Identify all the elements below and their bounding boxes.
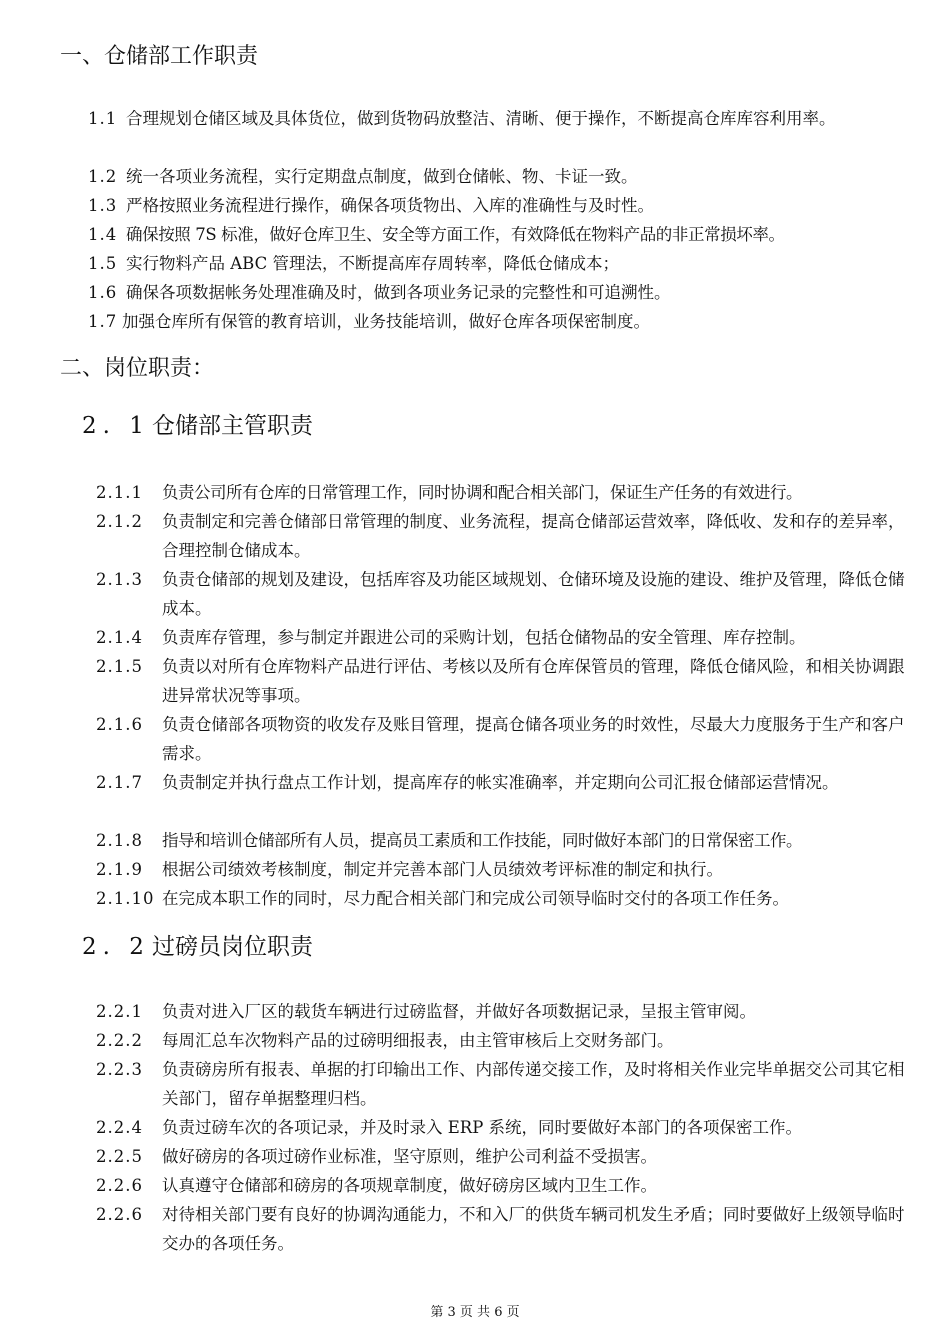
item-text: 确保按照 7S 标准，做好仓库卫生、安全等方面工作，有效降低在物料产品的非正常损坏率。 xyxy=(126,225,785,244)
item-number: 2.2.1 xyxy=(96,1002,143,1021)
item-number: 2.1.1 xyxy=(96,483,143,502)
item-number: 2.1.9 xyxy=(96,860,143,879)
item-number: 2.2.5 xyxy=(96,1147,143,1166)
list-item xyxy=(96,884,908,913)
item-number: 1.3 xyxy=(88,196,118,215)
item-text: 实行物料产品 ABC 管理法，不断提高库存周转率，降低仓储成本； xyxy=(126,254,619,273)
list-item xyxy=(96,1113,908,1142)
list-item xyxy=(88,162,908,191)
item-number: 1.2 xyxy=(88,167,118,186)
subsection-2-1-heading xyxy=(82,411,313,441)
item-text: 负责库存管理，参与制定并跟进公司的采购计划，包括仓储物品的安全管理、库存控制。 xyxy=(162,628,806,647)
item-number: 2.1.10 xyxy=(96,889,155,908)
item-number: 2.1.7 xyxy=(96,773,143,792)
item-text: 负责仓储部各项物资的收发存及账目管理，提高仓储各项业务的时效性，尽最大力度服务于生产和客户需求。 xyxy=(162,715,905,763)
section-1-heading: 一、仓储部工作职责 xyxy=(60,44,259,69)
list-item xyxy=(96,1171,908,1200)
list-item xyxy=(96,768,908,797)
list-item xyxy=(96,478,908,507)
subsection-2-2-heading xyxy=(82,932,313,962)
list-item xyxy=(96,826,908,855)
item-text: 负责公司所有仓库的日常管理工作，同时协调和配合相关部门，保证生产任务的有效进行。 xyxy=(162,483,802,502)
item-text: 统一各项业务流程，实行定期盘点制度，做到仓储帐、物、卡证一致。 xyxy=(126,167,638,186)
item-number: 1.6 xyxy=(88,283,118,302)
list-item xyxy=(96,1055,908,1113)
item-text: 指导和培训仓储部所有人员，提高员工素质和工作技能，同时做好本部门的日常保密工作。 xyxy=(162,831,802,850)
item-number: 2.2.6 xyxy=(96,1176,143,1195)
list-item xyxy=(96,997,908,1026)
list-item xyxy=(96,710,908,768)
item-text: 根据公司绩效考核制度，制定并完善本部门人员绩效考评标准的制定和执行。 xyxy=(162,860,723,879)
page-footer: 第 3 页 共 6 页 xyxy=(430,1305,520,1320)
item-number: 2.2.4 xyxy=(96,1118,143,1137)
list-item xyxy=(96,1142,908,1171)
item-number: 2.2.3 xyxy=(96,1060,143,1079)
list-item xyxy=(88,307,908,336)
item-text: 负责制定并执行盘点工作计划，提高库存的帐实准确率，并定期向公司汇报仓储部运营情况。 xyxy=(162,773,839,792)
list-item xyxy=(88,104,908,133)
item-number: 1.5 xyxy=(88,254,118,273)
item-number: 1.4 xyxy=(88,225,118,244)
item-number: 2.1.5 xyxy=(96,657,143,676)
item-text: 认真遵守仓储部和磅房的各项规章制度，做好磅房区域内卫生工作。 xyxy=(162,1176,657,1195)
item-text: 严格按照业务流程进行操作，确保各项货物出、入库的准确性与及时性。 xyxy=(126,196,654,215)
subsection-title: 过磅员岗位职责 xyxy=(152,934,313,960)
item-text: 加强仓库所有保管的教育培训，业务技能培训，做好仓库各项保密制度。 xyxy=(122,312,650,331)
item-text: 负责仓储部的规划及建设，包括库容及功能区域规划、仓储环境及设施的建设、维护及管理，降低仓储成本。 xyxy=(162,570,905,618)
list-item xyxy=(96,855,908,884)
section-2-heading: 二、岗位职责： xyxy=(60,356,215,381)
list-item xyxy=(96,565,908,623)
item-text: 负责制定和完善仓储部日常管理的制度、业务流程，提高仓储部运营效率，降低收、发和存的差异率，合理控制仓储成本。 xyxy=(162,512,905,560)
item-text: 确保各项数据帐务处理准确及时，做到各项业务记录的完整性和可追溯性。 xyxy=(126,283,671,302)
item-text: 负责磅房所有报表、单据的打印输出工作、内部传递交接工作，及时将相关作业完毕单据交公司其它相关部门，留存单据整理归档。 xyxy=(162,1060,905,1108)
item-text: 对待相关部门要有良好的协调沟通能力，不和入厂的供货车辆司机发生矛盾；同时要做好上级领导临时交办的各项任务。 xyxy=(162,1205,905,1253)
list-item xyxy=(96,1026,908,1055)
item-number: 2.1.6 xyxy=(96,715,143,734)
subsection-number: 2. 2 xyxy=(82,934,150,960)
item-number: 2.2.6 xyxy=(96,1205,143,1224)
item-text: 在完成本职工作的同时，尽力配合相关部门和完成公司领导临时交付的各项工作任务。 xyxy=(162,889,789,908)
list-item xyxy=(96,652,908,710)
item-text: 负责过磅车次的各项记录，并及时录入 ERP 系统，同时要做好本部门的各项保密工作。 xyxy=(162,1118,803,1137)
item-number: 2.1.8 xyxy=(96,831,143,850)
subsection-title: 仓储部主管职责 xyxy=(152,413,313,439)
list-item xyxy=(88,220,918,249)
list-item xyxy=(96,1200,908,1258)
item-number: 2.1.3 xyxy=(96,570,143,589)
item-text: 负责以对所有仓库物料产品进行评估、考核以及所有仓库保管员的管理，降低仓储风险，和相关协调跟进异常状况等事项。 xyxy=(162,657,905,705)
item-number: 2.1.2 xyxy=(96,512,143,531)
list-item xyxy=(88,191,908,220)
item-number: 1.1 xyxy=(88,109,118,128)
item-number: 2.1.4 xyxy=(96,628,143,647)
item-number: 1.7 xyxy=(88,312,118,331)
list-item xyxy=(88,278,908,307)
item-text: 负责对进入厂区的载货车辆进行过磅监督，并做好各项数据记录，呈报主管审阅。 xyxy=(162,1002,756,1021)
subsection-number: 2. 1 xyxy=(82,413,150,439)
item-text: 合理规划仓储区域及具体货位，做到货物码放整洁、清晰、便于操作，不断提高仓库库容利用率。 xyxy=(126,109,836,128)
item-number: 2.2.2 xyxy=(96,1031,143,1050)
list-item xyxy=(96,507,908,565)
item-text: 每周汇总车次物料产品的过磅明细报表，由主管审核后上交财务部门。 xyxy=(162,1031,674,1050)
item-text: 做好磅房的各项过磅作业标准，坚守原则，维护公司利益不受损害。 xyxy=(162,1147,657,1166)
list-item xyxy=(96,623,908,652)
list-item xyxy=(88,249,908,278)
